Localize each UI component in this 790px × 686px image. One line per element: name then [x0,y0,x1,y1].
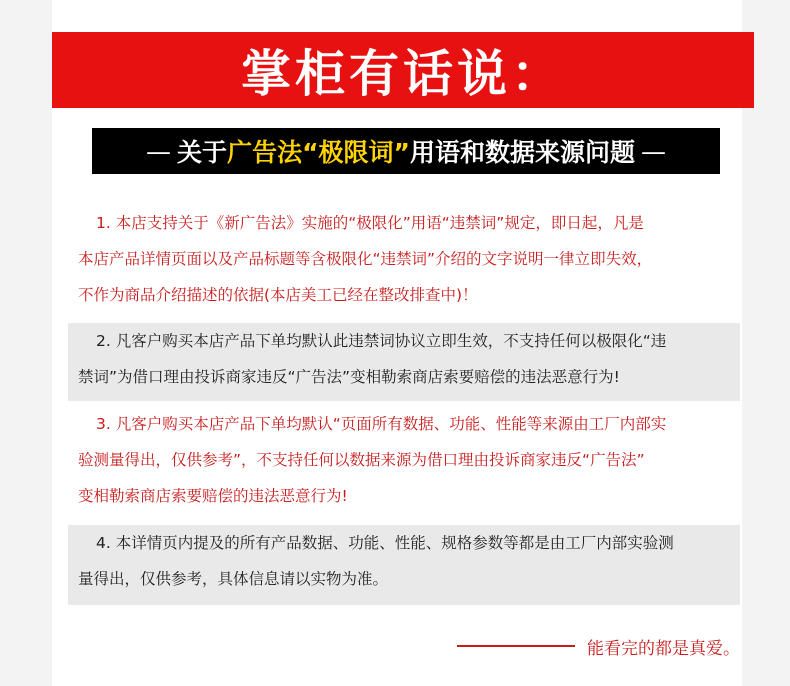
notice-4-line-2: 量得出，仅供参考，具体信息请以实物为准。 [78,570,389,588]
banner-title: 掌柜有话说： [241,45,565,103]
notice-section-2 [68,323,740,401]
notice-1-line-1: 1. 本店支持关于《新广告法》实施的“极限化”用语“违禁词”规定，即日起，凡是 [96,214,644,232]
notice-2-line-1: 2. 凡客户购买本店产品下单均默认此违禁词协议立即生效，不支持任何以极限化“违 [96,332,667,350]
notice-1-line-2: 本店产品详情页面以及产品标题等含极限化“违禁词”介绍的文字说明一律立即失效， [78,250,653,268]
footer-text: 能看完的都是真爱。 [587,638,740,659]
notice-1-line-3: 不作为商品介绍描述的依据(本店美工已经在整改排查中)！ [78,286,478,304]
subtitle-part2: 用语和数据来源问题 [409,138,635,167]
footer-divider-line [457,645,575,647]
notice-4-line-1: 4. 本详情页内提及的所有产品数据、功能、性能、规格参数等都是由工厂内部实验测 [96,534,674,552]
subtitle-dash-left: — [146,136,172,166]
notice-2-line-2: 禁词”为借口理由投诉商家违反“广告法”变相勒索商店索要赔偿的违法恶意行为! [78,368,620,386]
notice-3-line-1: 3. 凡客户购买本店产品下单均默认“页面所有数据、功能、性能等来源由工厂内部实 [96,415,667,433]
subtitle-highlight: 广告法“极限词” [227,138,410,167]
notice-3-line-3: 变相勒索商店索要赔偿的违法恶意行为! [78,487,348,505]
notice-section-4 [68,525,740,605]
notice-section-1 [68,205,740,321]
notice-3-line-2: 验测量得出，仅供参考”，不支持任何以数据来源为借口理由投诉商家违反“广告法” [78,451,645,469]
subtitle-part1: 关于 [177,138,228,167]
notice-section-3 [68,406,740,522]
subtitle-bar [92,128,720,174]
footer [420,628,740,664]
title-banner [52,32,754,108]
subtitle-dash-right: — [640,136,666,166]
